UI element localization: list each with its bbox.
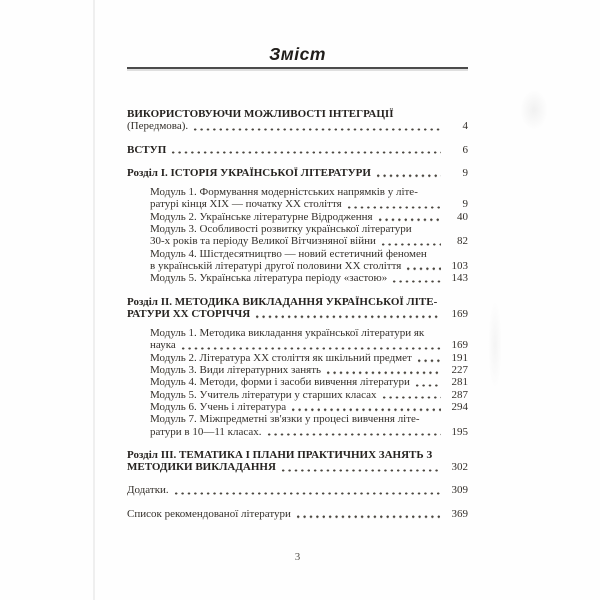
toc-entry-text: Модуль 4. Методи, форми і засоби вивчення літератури — [150, 376, 410, 389]
toc-entry — [127, 296, 468, 321]
toc-entry-row — [150, 260, 468, 272]
toc-entry — [127, 376, 468, 388]
toc-entry — [127, 223, 468, 248]
toc-entry — [127, 144, 468, 156]
toc-entry-page-number: 309 — [451, 484, 468, 497]
toc-entry-row — [127, 167, 468, 179]
toc-entry — [127, 211, 468, 223]
toc-entry-row — [150, 186, 468, 198]
toc-entry-page-number: 9 — [462, 198, 468, 211]
toc-entry — [127, 508, 468, 520]
toc-entry-text: Розділ III. ТЕМАТИКА І ПЛАНИ ПРАКТИЧНИХ ЗАНЯТЬ З — [127, 448, 433, 461]
dot-leader — [295, 515, 441, 518]
toc-entry-page-number: 195 — [451, 425, 468, 438]
toc-entry-row — [127, 144, 468, 156]
toc-entry-text: наука — [150, 339, 176, 352]
toc-entry-row — [127, 296, 468, 308]
toc-entry-row — [127, 461, 468, 473]
scan-artifact-smudge — [488, 300, 502, 390]
toc-entry-page-number: 287 — [451, 388, 468, 401]
toc-entry-page-number: 227 — [451, 364, 468, 377]
toc-entry-page-number: 143 — [451, 272, 468, 285]
toc-entry-row — [150, 376, 468, 388]
toc-entry-row — [150, 272, 468, 284]
toc-entry-text: Розділ I. ІСТОРІЯ УКРАЇНСЬКОЇ ЛІТЕРАТУРИ — [127, 166, 371, 179]
toc-entry-text: Модуль 2. Українське літературне Відродження — [150, 210, 373, 223]
dot-leader — [280, 469, 441, 472]
toc-entry-row — [150, 327, 468, 339]
toc-entry — [127, 389, 468, 401]
toc-entry-text: Модуль 5. Учитель літератури у старших класах — [150, 388, 377, 401]
toc-entry-row — [127, 508, 468, 520]
toc-entry-page-number: 40 — [457, 210, 468, 223]
dot-leader — [192, 128, 441, 131]
toc-entry-text: Модуль 1. Методика викладання української літератури як — [150, 327, 425, 340]
dot-leader — [170, 151, 441, 154]
page-title: Зміст — [269, 44, 326, 64]
toc-entry-row — [127, 308, 468, 320]
toc-entry-text: Розділ II. МЕТОДИКА ВИКЛАДАННЯ УКРАЇНСЬКОЇ ЛІТЕ- — [127, 295, 438, 308]
toc-entry-page-number: 294 — [451, 400, 468, 413]
toc-entry-page-number: 369 — [451, 507, 468, 520]
toc-entry-text: Модуль 4. Шістдесятництво — новий естетичний феномен — [150, 247, 427, 260]
title-rule — [127, 67, 468, 69]
toc-entry-row — [127, 120, 468, 132]
toc-entry-text: в українській літературі другої половини XX століття — [150, 259, 402, 272]
toc-entry-text: Модуль 5. Українська література періоду «застою» — [150, 272, 388, 285]
toc-entry-text: Модуль 2. Література XX століття як шкільний предмет — [150, 351, 412, 364]
toc-entry-row — [150, 211, 468, 223]
toc-entry — [127, 401, 468, 413]
toc-entry-text: ВСТУП — [127, 143, 167, 156]
toc-entry-page-number: 103 — [451, 259, 468, 272]
toc-entry-page-number: 169 — [451, 339, 468, 352]
toc-entry — [127, 272, 468, 284]
toc-entry-row — [127, 484, 468, 496]
toc-entry-row — [150, 198, 468, 210]
toc-entry-text: ВИКОРИСТОВУЮЧИ МОЖЛИВОСТІ ІНТЕГРАЦІЇ — [127, 108, 394, 120]
toc-list — [127, 108, 468, 520]
toc-entry-row — [150, 364, 468, 376]
dot-leader — [173, 492, 441, 495]
dot-leader — [180, 347, 441, 350]
toc-entry-text: Список рекомендованої літератури — [127, 507, 291, 520]
dot-leader — [377, 218, 441, 221]
dot-leader — [290, 408, 441, 411]
dot-leader — [414, 384, 441, 387]
toc-entry-row — [127, 108, 468, 120]
dot-leader — [346, 206, 441, 209]
toc-entry-page-number: 281 — [451, 376, 468, 389]
toc-entry-row — [150, 248, 468, 260]
toc-entry — [127, 186, 468, 211]
toc-entry-text: (Передмова). — [127, 120, 189, 133]
toc-entry-row — [150, 339, 468, 351]
toc-entry-page-number: 6 — [462, 143, 468, 156]
toc-entry-row — [150, 426, 468, 438]
toc-entry-text: Додатки. — [127, 484, 169, 497]
toc-entry-text: РАТУРИ XX СТОРІЧЧЯ — [127, 307, 251, 320]
page-number: 3 — [294, 551, 301, 563]
toc-entry-row — [150, 223, 468, 235]
toc-entry — [127, 364, 468, 376]
dot-leader — [325, 371, 441, 374]
scan-artifact-line — [93, 0, 95, 600]
dot-leader — [254, 315, 441, 318]
dot-leader — [405, 267, 441, 270]
toc-entry-row — [150, 389, 468, 401]
toc-entry-row — [150, 235, 468, 247]
dot-leader — [391, 280, 441, 283]
toc-entry-text: Модуль 6. Учень і література — [150, 400, 287, 413]
toc-entry-page-number: 191 — [451, 351, 468, 364]
dot-leader — [381, 396, 441, 399]
toc-entry-text: 30-х років та періоду Великої Вітчизняної війни — [150, 235, 376, 248]
toc-entry — [127, 248, 468, 273]
toc-entry-text: Модуль 3. Види літературних занять — [150, 364, 322, 377]
toc-entry-page-number: 169 — [451, 307, 468, 320]
scan-artifact-smudge — [520, 90, 548, 130]
toc-entry — [127, 484, 468, 496]
toc-entry-text: Модуль 7. Міжпредметні зв'язки у процесі вивчення літе- — [150, 413, 420, 426]
toc-entry — [127, 352, 468, 364]
toc-entry-row — [150, 401, 468, 413]
toc-entry-text: ратури в 10—11 класах. — [150, 425, 262, 438]
toc-entry-row — [150, 413, 468, 425]
toc-entry-page-number: 9 — [462, 166, 468, 179]
dot-leader — [266, 433, 441, 436]
toc-entry — [127, 449, 468, 474]
toc-entry-row — [150, 352, 468, 364]
dot-leader — [375, 174, 441, 177]
toc-entry-page-number: 4 — [462, 120, 468, 133]
toc-entry-text: Модуль 3. Особливості розвитку української літератури — [150, 223, 412, 236]
toc-entry — [127, 413, 468, 438]
dot-leader — [416, 359, 441, 362]
toc-entry-row — [127, 449, 468, 461]
toc-entry-text: Модуль 1. Формування модерністських напрямків у літе- — [150, 186, 418, 199]
dot-leader — [380, 243, 441, 246]
toc-entry-page-number: 302 — [451, 461, 468, 474]
toc-entry-text: МЕТОДИКИ ВИКЛАДАННЯ — [127, 461, 276, 474]
toc-entry-page-number: 82 — [457, 235, 468, 248]
toc-entry — [127, 108, 468, 133]
toc-entry — [127, 327, 468, 352]
toc-entry — [127, 167, 468, 179]
toc-entry-text: ратурі кінця XIX — початку XX століття — [150, 198, 342, 211]
